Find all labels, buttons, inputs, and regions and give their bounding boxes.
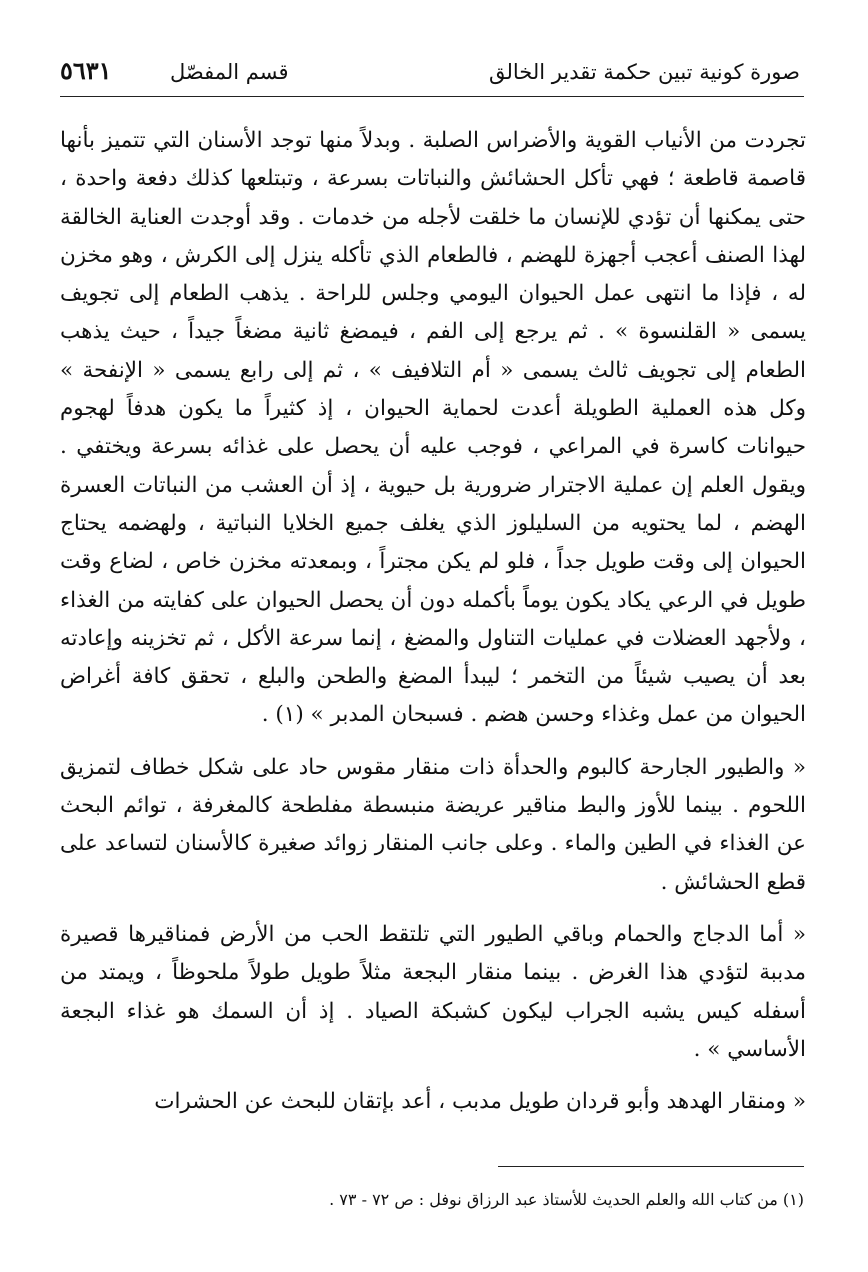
running-header-section: قسم المفصّل — [170, 60, 289, 84]
footnote-divider — [498, 1166, 804, 1167]
paragraph-raptor-beaks: « والطيور الجارحة كالبوم والحدأة ذات منقار مقوس حاد على شكل خطاف لتمزيق اللحوم . بينما للأوز والبط مناقير عريضة منبسطة مفلطحة كالمغرفة ، توائم البحث عن الغذاء في الطين والماء . وعلى جانب المنقار زوائد صغيرة كالأسنان لتساعد على قطع الحشائش . — [60, 754, 806, 895]
header-divider — [60, 96, 804, 97]
running-header — [60, 52, 800, 92]
page-number: ٥٦٣١ — [60, 56, 112, 85]
body-text — [60, 122, 806, 1121]
paragraph-rumination: تجردت من الأنياب القوية والأضراس الصلبة . وبدلاً منها توجد الأسنان التي تتميز بأنها قاصمة قاطعة ؛ فهي تأكل الحشائش والنباتات بسرعة ، وتبتلعها كذلك دفعة واحدة ، حتى يمكنها أن تؤدي للإنسان ما خلقت لأجله من خدمات . وقد أوجدت العناية الخالقة لهذا الصنف أعجب أجهزة للهضم ، فالطعام الذي تأكله ينزل إلى الكرش ، وهو مخزن له ، فإذا ما انتهى عمل الحيوان اليومي وجلس للراحة . يذهب الطعام إلى تجويف يسمى « القلنسوة » . ثم يرجع إلى الفم ، فيمضغ ثانية مضغاً جيداً ، حيث يذهب الطعام إلى تجويف ثالث يسمى « أم التلافيف » ، ثم إلى رابع يسمى « الإنفحة » وكل هذه العملية الطويلة أعدت لحماية الحيوان ، إذ كثيراً ما يكون هدفاً لهجوم حيوانات كاسرة في المراعي ، فوجب عليه أن يحصل على غذائه بسرعة ويختفي . ويقول العلم إن عملية الاجترار ضرورية بل حيوية ، إذ أن العشب من النباتات العسرة الهضم ، لما يحتويه من السليلوز الذي يغلف جميع الخلايا النباتية ، ولهضمه يحتاج الحيوان إلى وقت طويل جداً ، فلو لم يكن مجتراً ، وبمعدته مخزن خاص ، لضاع وقت طويل في الرعي يكاد يكون يوماً بأكمله دون أن يحصل الحيوان على كفايته من الغذاء ، ولأجهد العضلات في عمليات التناول والمضغ ، إنما سرعة الأكل ، ثم تخزينه وإعادته بعد أن يصيب شيئاً من التخمر ؛ ليبدأ المضغ والطحن والبلع ، تحقق كافة أغراض الحيوان من عمل وغذاء وحسن هضم . فسبحان المدبر » (١) . — [60, 128, 806, 728]
paragraph-hoopoe-beak: « ومنقار الهدهد وأبو قردان طويل مدبب ، أعد بإتقان للبحث عن الحشرات — [154, 1089, 806, 1115]
running-header-title: صورة كونية تبين حكمة تقدير الخالق — [489, 60, 800, 84]
paragraph-chicken-pelican-beaks: « أما الدجاج والحمام وباقي الطيور التي تلتقط الحب من الأرض فمناقيرها قصيرة مدببة لتؤدي هذا الغرض . بينما منقار البجعة مثلاً طويل طولاً ملحوظاً ، ويمتد من أسفله كيس يشبه الجراب ليكون كشبكة الصياد . إذ أن السمك هو غذاء البجعة الأساسي » . — [60, 921, 806, 1062]
footnote: (١) من كتاب الله والعلم الحديث للأستاذ عبد الرزاق نوفل : ص ٧٢ - ٧٣ . — [329, 1190, 804, 1209]
